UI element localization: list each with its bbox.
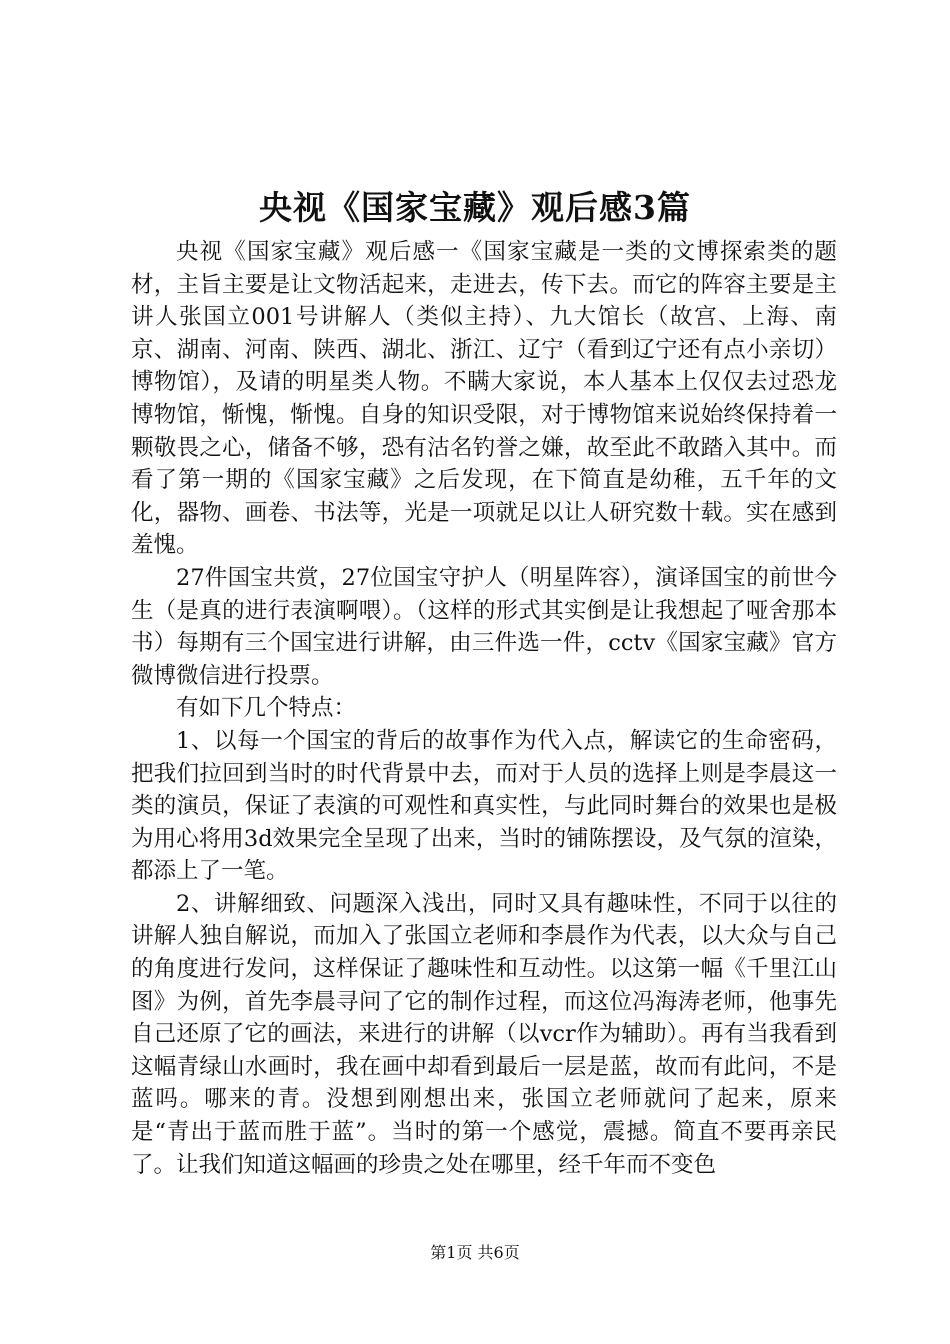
paragraph-features-heading: 有如下几个特点： xyxy=(176,695,357,722)
document-body xyxy=(131,236,837,1181)
paragraph-intro: 央视《国家宝藏》观后感一《国家宝藏是一类的文博探索类的题材，主旨主要是让文物活起来，走进去，传下去。而它的阵容主要是主讲人张国立001号讲解人（类似主持）、九大馆长（故宫、上海、南京、湖南、河南、陕西、湖北、浙江、辽宁（看到辽宁还有点小亲切）博物馆），及请的明星类人物。不瞒大家说，本人基本上仅仅去过恐龙博物馆，惭愧，惭愧。自身的知识受限，对于博物馆来说始终保持着一颗敬畏之心，储备不够，恐有沽名钓誉之嫌，故至此不敢踏入其中。而看了第一期的《国家宝藏》之后发现，在下简直是幼稚，五千年的文化，器物、画卷、书法等，光是一项就足以让人研究数十载。实在感到羞愧。 xyxy=(131,239,837,559)
paragraph-treasures: 27件国宝共赏，27位国宝守护人（明星阵容），演译国宝的前世今生（是真的进行表演啊喂）。（这样的形式其实倒是让我想起了哑舍那本书）每期有三个国宝进行讲解，由三件选一件，cctv《国家宝藏》官方微博微信进行投票。 xyxy=(131,564,837,689)
document-title: 央视《国家宝藏》观后感3篇 xyxy=(259,188,691,227)
paragraph-feature-1: 1、以每一个国宝的背后的故事作为代入点，解读它的生命密码，把我们拉回到当时的时代背景中去，而对于人员的选择上则是李晨这一类的演员，保证了表演的可观性和真实性，与此同时舞台的效果也是极为用心将用3d效果完全呈现了出来，当时的铺陈摆设，及气氛的渲染，都添上了一笔。 xyxy=(131,727,837,885)
page-footer: 第1页 共6页 xyxy=(430,1243,520,1262)
paragraph-feature-2: 2、讲解细致、问题深入浅出，同时又具有趣味性，不同于以往的讲解人独自解说，而加入了张国立老师和李晨作为代表，以大众与自己的角度进行发问，这样保证了趣味性和互动性。以这第一幅《千里江山图》为例，首先李晨寻问了它的制作过程，而这位冯海涛老师，他事先自己还原了它的画法，来进行的讲解（以vcr作为辅助）。再有当我看到这幅青绿山水画时，我在画中却看到最后一层是蓝，故而有此问，不是蓝吗。哪来的青。没想到刚想出来，张国立老师就问了起来，原来是“青出于蓝而胜于蓝”。当时的第一个感觉，震撼。简直不要再亲民了。让我们知道这幅画的珍贵之处在哪里，经千年而不变色 xyxy=(131,890,837,1178)
